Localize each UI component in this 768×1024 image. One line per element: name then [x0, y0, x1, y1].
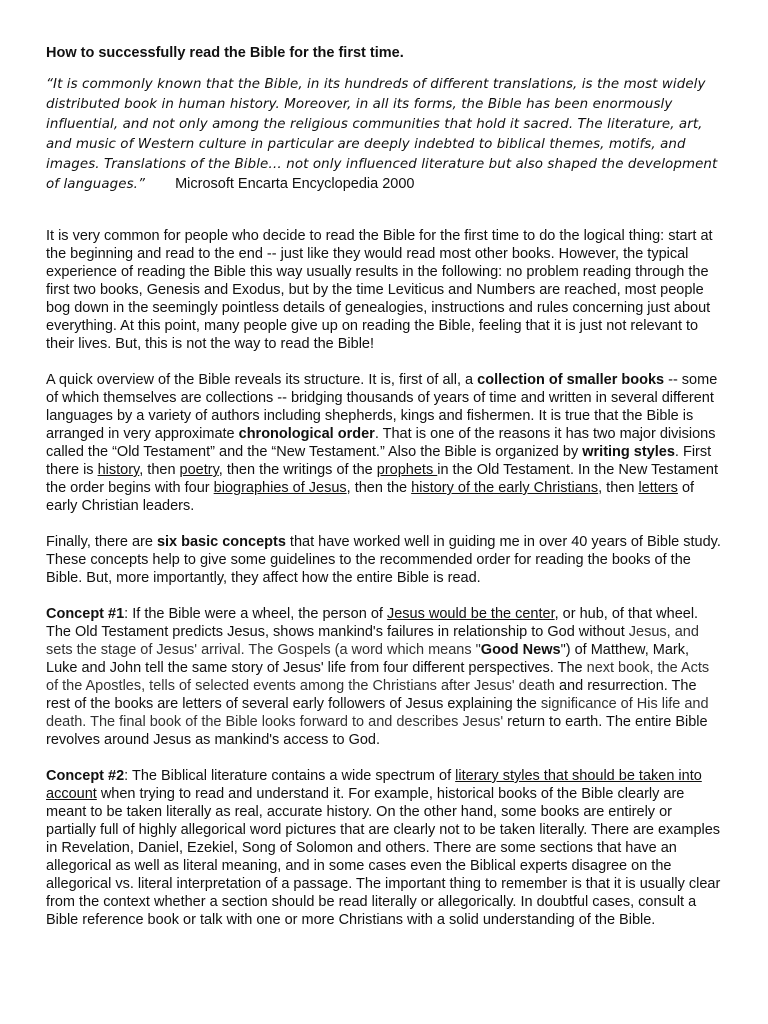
quote-source: Microsoft Encarta Encyclopedia 2000 — [175, 176, 415, 192]
underline-biographies: biographies of Jesus — [213, 480, 347, 496]
emphasis-good-news: Good News — [480, 642, 561, 658]
document-title: How to successfully read the Bible for the first time. — [46, 45, 404, 61]
emphasis-chronological: chronological order — [238, 426, 375, 442]
emphasis-writing-styles: writing styles — [582, 444, 675, 460]
quote-text: “It is commonly known that the Bible, in its hundreds of different translations, is the most widely distributed book in human history. Moreover, in all its forms, the Bible has been enormously influential, and not only among the religious communities that hold it sacred. The literature, art, and music of Western culture in particular are deeply indebted to biblical themes, motifs, and images. Translations of the Bible… not only influenced literature but also shaped the development of languages.” — [46, 77, 718, 192]
paragraph-six-concepts: Finally, there are six basic concepts that have worked well in guiding me in over 40 years of Bible study. These concepts help to give some guidelines to the recommended order for reading the books of the Bible. But, more importantly, they affect how the entire Bible is read. — [46, 534, 721, 586]
encarta-quote — [46, 74, 722, 194]
underline-poetry: poetry — [179, 462, 219, 478]
underline-history: history — [97, 462, 140, 478]
paragraph-concept-1: Concept #1: If the Bible were a wheel, the person of Jesus would be the center, or hub, of that wheel. The Old Testament predicts Jesus, shows mankind's failures in relationship to God without Jesus, and sets the stage of Jesus' arrival. The Gospels (a word which means "Good News") of Matthew, Mark, Luke and John tell the same story of Jesus' life from four different perspectives. The next book, the Acts of the Apostles, tells of selected events among the Christians after Jesus' death and resurrection. The rest of the books are letters of several early followers of Jesus explaining the significance of His life and death. The final book of the Bible looks forward to and describes Jesus' return to earth. The entire Bible revolves around Jesus as mankind's access to God. — [46, 606, 710, 748]
underline-literary-styles: literary styles that should be taken into account — [46, 768, 702, 802]
underline-prophets: prophets — [376, 462, 438, 478]
concept-1-label: Concept #1 — [46, 606, 125, 622]
underline-history-christians: history of the early Christians — [411, 480, 599, 496]
paragraph-intro: It is very common for people who decide to read the Bible for the first time to do the logical thing: start at the beginning and read to the end -- just like they would read most other books. However, the typical experience of reading the Bible this way usually results in the following: no problem reading through the first two books, Genesis and Exodus, but by the time Leviticus and Numbers are reached, most people bog down in the seemingly pointless details of genealogies, instructions and rules concerning just about everything. At this point, many people give up on reading the Bible, feeling that it is just not relevant to their lives. But, this is not the way to read the Bible! — [46, 228, 713, 352]
document-page — [46, 44, 722, 947]
underline-letters: letters — [638, 480, 678, 496]
concept-2-label: Concept #2 — [46, 768, 125, 784]
paragraph-concept-2: Concept #2: The Biblical literature contains a wide spectrum of literary styles that should be taken into account when trying to read and understand it. For example, historical books of the Bible clearly are meant to be taken literally as real, accurate history. On the other hand, some books are entirely or partially full of highly allegorical word pictures that are clearly not to be taken literally. There are examples in Revelation, Daniel, Ezekiel, Song of Solomon and others. There are some sections that have an allegorical as well as literal meaning, and in some cases even the Biblical experts disagree on the allegorical vs. literal interpretation of a passage. The important thing to remember is that it is usually clear from the context whether a section should be read literally or allegorically. In doubtful cases, consult a Bible reference book or talk with one or more Christians with a solid understanding of the Bible. — [46, 768, 721, 928]
paragraph-overview: A quick overview of the Bible reveals its structure. It is, first of all, a collection of smaller books -- some of which themselves are collections -- bridging thousands of years of time and written in several different languages by a variety of authors including shepherds, kings and fishermen. It is true that the Bible is arranged in very approximate chronological order. That is one of the reasons it has two major divisions called the “Old Testament” and the “New Testament.” Also the Bible is organized by writing styles. First there is history, then poetry, then the writings of the prophets in the Old Testament. In the New Testament the order begins with four biographies of Jesus, then the history of the early Christians, then letters of early Christian leaders. — [46, 372, 718, 514]
emphasis-six-concepts: six basic concepts — [156, 534, 286, 550]
underline-jesus-center: Jesus would be the center — [386, 606, 555, 622]
emphasis-collection: collection of smaller books — [477, 372, 665, 388]
